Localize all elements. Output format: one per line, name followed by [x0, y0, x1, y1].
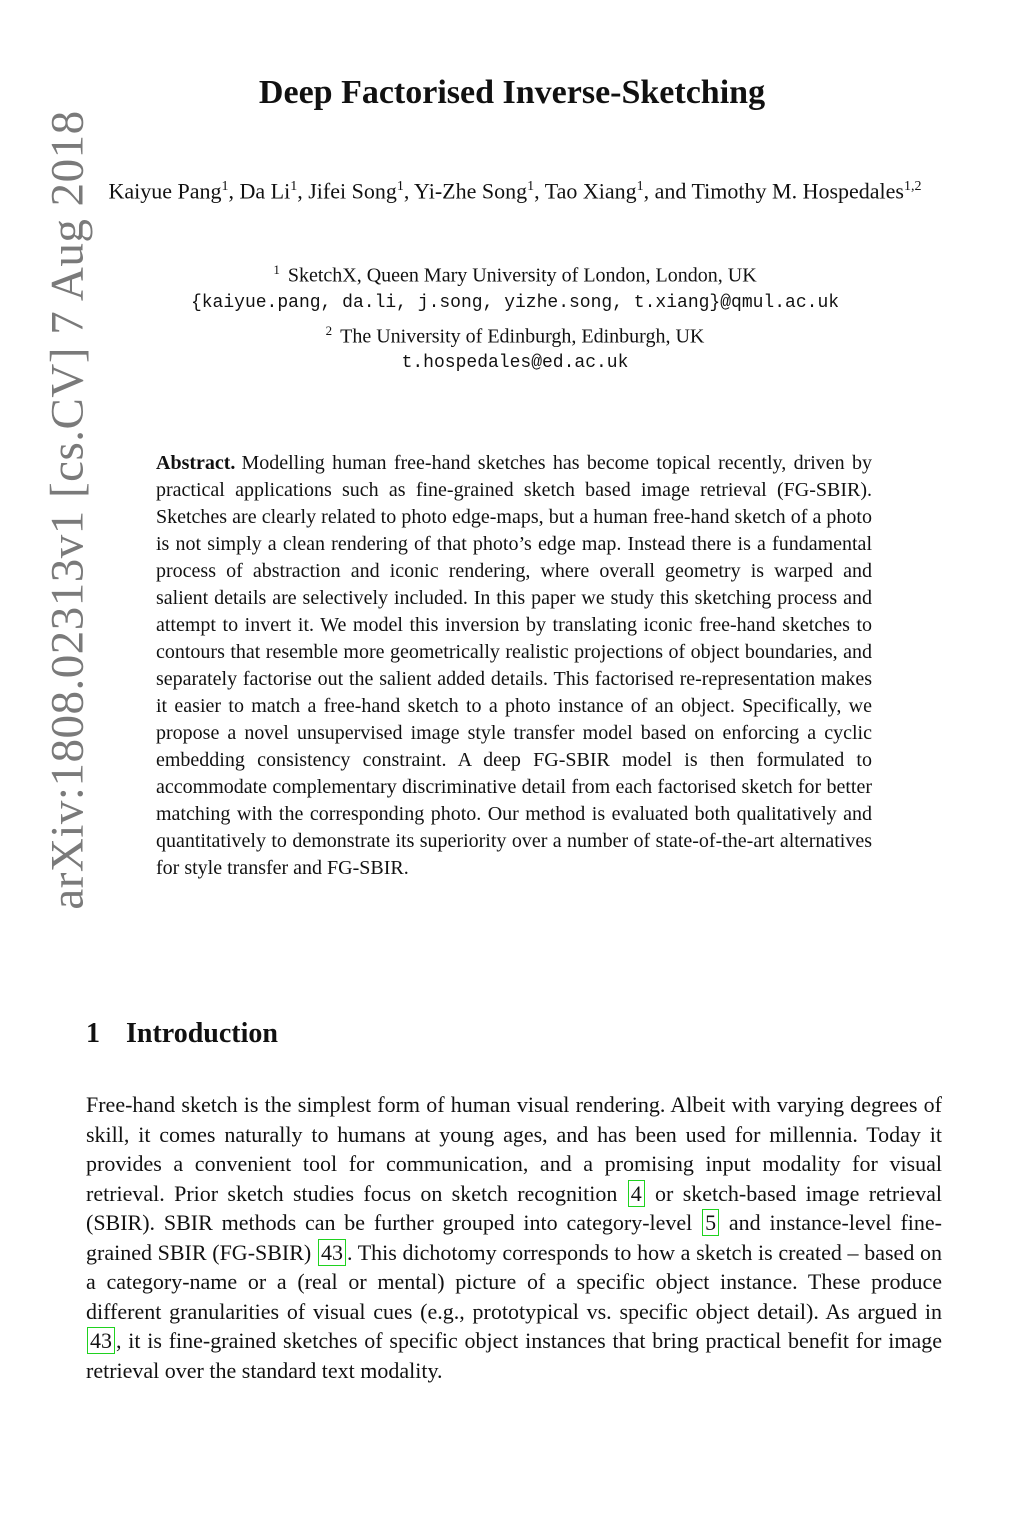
- abstract-text: Modelling human free-hand sketches has become topical recently, driven by practical applications such as fine-grained sketch based image retrieval (FG-SBIR). Sketches are clearly related to photo edge-maps, but a human free-hand sketch of a photo is not simply a clean rendering of that photo’s edge map. Instead there is a fundamental process of abstraction and iconic rendering, where overall geometry is warped and salient details are selectively included. In this paper we study this sketching process and attempt to invert it. We model this inversion by translating iconic free-hand sketches to contours that resemble more geometrically realistic projections of object boundaries, and separately factorise out the salient added details. This factorised re-representation makes it easier to match a free-hand sketch to a photo instance of an object. Specifically, we propose a novel unsupervised image style transfer model based on enforcing a cyclic embedding consistency constraint. A deep FG-SBIR model is then formulated to accommodate complementary discriminative detail from each factorised sketch for better matching with the corresponding photo. Our method is evaluated both qualitatively and quantitatively to demonstrate its superiority over a number of state-of-the-art alternatives for style transfer and FG-SBIR.: [156, 452, 872, 879]
- citation-link[interactable]: 4: [628, 1180, 645, 1207]
- author-list: [86, 172, 944, 205]
- abstract-label: Abstract.: [156, 452, 236, 474]
- author-name: Kaiyue Pang: [108, 178, 222, 204]
- intro-text: and instance-level fine-grained SBIR (FG-SBIR): [86, 1210, 942, 1265]
- author-name: Jifei Song: [308, 178, 397, 204]
- author-affil-mark: 1: [527, 179, 535, 194]
- author-affil-mark: 1: [396, 179, 404, 194]
- intro-text: . This dichotomy corresponds to how a sketch is created – based on a category-name or a (real or mental) picture of a specific object instance. These produce different granularities of visual cues (e.g., prototypical vs. specific object detail). As argued in: [86, 1239, 943, 1324]
- arxiv-id[interactable]: arXiv:1808.02313v1 [cs.CV] 7 Aug 2018: [42, 110, 95, 910]
- author-name: Yi-Zhe Song: [414, 178, 528, 204]
- intro-text: or sketch-based image retrieval (SBIR). SBIR methods can be further grouped into category-level: [86, 1180, 943, 1235]
- arxiv-stamp: [18, 80, 118, 940]
- affiliation-text: The University of Edinburgh, Edinburgh, UK: [340, 325, 705, 348]
- affiliation-text: SketchX, Queen Mary University of London, London, UK: [287, 264, 757, 287]
- section-number: 1: [86, 1018, 100, 1049]
- citation-link[interactable]: 43: [87, 1327, 115, 1354]
- author-affil-mark: 1: [636, 179, 644, 194]
- affiliation-line: [86, 317, 944, 351]
- author-separator: ,: [228, 178, 240, 204]
- intro-paragraph: [86, 1090, 942, 1385]
- author-name: Da Li: [239, 178, 291, 204]
- author-affil-mark: 1,2: [904, 179, 922, 194]
- affiliation-mark: 2: [325, 322, 333, 338]
- author-name: Tao Xiang: [544, 178, 637, 204]
- affiliation-line: [86, 256, 944, 290]
- author-separator: , and: [643, 178, 692, 204]
- affiliation-mark: 1: [273, 262, 280, 277]
- intro-text: , it is fine-grained sketches of specific object instances that bring practical benefit for image retrieval over the standard text modality.: [86, 1328, 942, 1383]
- affiliation-email[interactable]: {kaiyue.pang, da.li, j.song, yizhe.song, t.xiang}@qmul.ac.uk: [190, 292, 840, 313]
- abstract: [156, 450, 872, 882]
- citation-link[interactable]: 43: [318, 1239, 346, 1266]
- paper-title: Deep Factorised Inverse-Sketching: [258, 74, 766, 111]
- affiliation-email[interactable]: t.hospedales@ed.ac.uk: [401, 353, 629, 374]
- author-name: Timothy M. Hospedales: [691, 178, 904, 204]
- section-title: Introduction: [126, 1018, 278, 1049]
- intro-text: Free-hand sketch is the simplest form of human visual rendering. Albeit with varying degrees of skill, it comes naturally to humans at young ages, and has been used for millennia. Today it provides a convenient tool for communication, and a promising input modality for visual retrieval. Prior sketch studies focus on sketch recognition: [86, 1092, 942, 1206]
- citation-link[interactable]: 5: [702, 1209, 719, 1236]
- section-heading: [86, 1018, 278, 1050]
- author-affil-mark: 1: [290, 179, 298, 194]
- author-separator: ,: [534, 178, 545, 204]
- author-affil-mark: 1: [221, 179, 229, 194]
- author-separator: ,: [403, 178, 415, 204]
- author-separator: ,: [297, 178, 309, 204]
- affiliations: [86, 256, 944, 377]
